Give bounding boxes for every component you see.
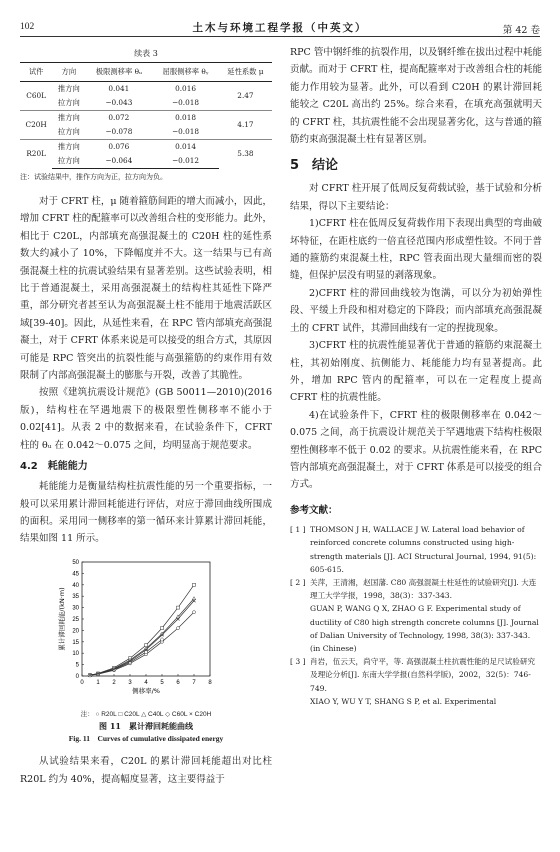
x-tick-label: 5 (160, 679, 164, 686)
right-column (290, 44, 542, 708)
legend-prefix: 注： (80, 711, 94, 719)
yield-drift-cell: 0.018 (152, 111, 219, 126)
data-point (193, 583, 196, 586)
yield-drift-cell: −0.018 (172, 98, 200, 107)
y-tick-label: 25 (72, 616, 79, 623)
data-point (193, 610, 196, 613)
table-row (20, 140, 272, 155)
y-tick-label: 40 (72, 582, 79, 589)
reference-number: [ 1 ] (290, 525, 306, 535)
y-tick-label: 20 (72, 628, 79, 635)
y-tick-label: 50 (72, 559, 79, 566)
x-tick-label: 2 (112, 679, 116, 686)
table-caption: 续表 3 (134, 49, 158, 58)
section-heading: 4.2 耗能能力 (20, 461, 88, 473)
ultimate-drift-cell: −0.043 (105, 98, 133, 107)
specimen-cell: C60L (26, 91, 46, 100)
table-header: 方向 (52, 63, 85, 82)
specimen-cell: R20L (20, 140, 52, 169)
page-number: 102 (20, 22, 35, 32)
figure-caption: 图 11 累计滞回耗能曲线 (99, 721, 193, 732)
figure-caption-en: Fig. 11 Curves of cumulative dissipated energy (68, 734, 224, 744)
y-axis-label: 累计滞回耗能/(kN·m) (58, 587, 66, 651)
x-tick-label: 4 (144, 679, 148, 686)
table-header: 试件 (20, 63, 52, 82)
body-paragraph: 从试验结果来看，C20L 的累计滞回耗能超出对比柱 R20L 约为 40%，提高幅度显著，这主要得益于 (20, 756, 272, 785)
ductility-cell: 5.38 (219, 140, 272, 169)
conclusion-item: 2)CFRT 柱的滞回曲线较为饱满，可以分为初始弹性段、平缓上升段和相对稳定的下降段；而内部填充高强混凝土的 CFRT 试件，其滞回曲线有一定的捏拢现象。 (290, 287, 542, 334)
reference-text: 肖岩，伍云天，尚守平，等. 高强混凝土柱抗震性能的足尺试验研究及理论分析[J]. 东南大学学报(自然科学版)，2002，32(5)：746-749. (310, 657, 536, 693)
direction-cell: 拉方向 (57, 98, 80, 107)
data-point (161, 626, 164, 629)
section-heading: 5 结论 (290, 158, 339, 174)
x-tick-label: 3 (128, 679, 132, 686)
reference-item (290, 655, 542, 695)
yield-drift-cell: −0.018 (172, 127, 200, 136)
series-line-c20h (90, 600, 194, 674)
reference-text-en: XIAO Y, WU Y T, SHANG S P, et al. Experimental (310, 696, 497, 706)
ductility-cell: 2.47 (237, 91, 254, 100)
chart-legend (20, 710, 272, 720)
table-header: 屈服侧移率 θᵧ (152, 63, 219, 82)
y-tick-label: 5 (75, 662, 79, 669)
reference-number: [ 3 ] (290, 657, 306, 667)
legend-entry: ○ R20L (93, 711, 119, 719)
body-paragraph: 耗能能力是衡量结构柱抗震性能的另一个重要指标，一般可以采用累计滞回耗能进行评估，对应于滞回曲线所围成的面积。采用同一侧移率的第一循环来计算累计滞回耗能，结果如图 11 所示。 (20, 481, 272, 545)
ultimate-drift-cell: 0.076 (85, 140, 152, 155)
energy-chart (20, 554, 272, 704)
series-line-c20l (90, 585, 194, 675)
legend-entry: ◇ C60L (165, 711, 190, 719)
table-header: 极限测移率 θᵤ (85, 63, 152, 82)
y-tick-label: 0 (75, 673, 79, 680)
yield-drift-cell: −0.012 (152, 154, 219, 169)
yield-drift-cell: 0.016 (175, 84, 196, 93)
figure-11 (20, 554, 272, 745)
series-line-c40l (90, 598, 194, 675)
y-tick-label: 30 (72, 605, 79, 612)
table-header: 延性系数 μ (219, 63, 272, 82)
table-row (20, 111, 272, 126)
data-point (177, 626, 180, 629)
direction-cell: 拉方向 (52, 154, 85, 169)
legend-entry: □ C20L (118, 711, 142, 719)
ultimate-drift-cell: 0.072 (85, 111, 152, 126)
references-heading: 参考文献： (290, 504, 338, 516)
x-tick-label: 1 (96, 679, 100, 686)
ultimate-drift-cell: −0.078 (105, 127, 133, 136)
x-axis-label: 侧移率/% (132, 686, 160, 695)
table-row (20, 82, 272, 97)
y-tick-label: 45 (72, 571, 79, 578)
conclusion-item: 4)在试验条件下，CFRT 柱的极限侧移率在 0.042～0.075 之间，高于抗震设计规范关于罕遇地震下结构柱极限塑性侧移率不低于 0.02 的要求。从抗震性能来看，在 RPC 管内部填充高强混凝土，对于 CFRT 体系是可以接受的组合方式。 (290, 409, 542, 491)
volume-label: 第 42 卷 (502, 25, 540, 36)
data-point (177, 606, 180, 609)
reference-text-en: GUAN P, WANG Q X, ZHAO G F. Experimental study of ductility of C80 high strength concrete columns [J]. Journal of Dalian University of Technology, 1998, 38(3): 337-343. (in Chinese) (310, 604, 539, 653)
reference-number: [ 2 ] (290, 577, 306, 587)
reference-item (290, 576, 542, 602)
body-paragraph: 对 CFRT 柱开展了低周反复荷载试验，基于试验和分析结果，得以下主要结论： (290, 183, 542, 212)
conclusion-item: 1)CFRT 柱在低周反复荷载作用下表现出典型的弯曲破坏特征，在距柱底约一倍直径范围内形成塑性铰。不同于普通的箍筋约束混凝土柱，RPC 管表面出现大量细而密的裂缝，但保护层没有明显的剥落现象。 (290, 218, 542, 282)
reference-text: 关萍，王清湘，赵国藩. C80 高强混凝土柱延性的试验研究[J]. 大连理工大学学报，1998，38(3)：337-343. (310, 577, 537, 601)
reference-item (290, 523, 542, 576)
yield-drift-cell: 0.014 (152, 140, 219, 155)
y-tick-label: 35 (72, 593, 79, 600)
table-note: 注：试验结果中，推作方向为正，拉方向为负。 (20, 173, 167, 181)
results-table (20, 62, 272, 169)
direction-cell: 拉方向 (57, 127, 80, 136)
journal-title: 土木与环境工程学报（中英文） (192, 22, 368, 34)
plot-frame (82, 562, 210, 676)
ultimate-drift-cell: −0.064 (85, 154, 152, 169)
ultimate-drift-cell: 0.041 (108, 84, 130, 93)
direction-cell: 推方向 (57, 84, 80, 93)
x-tick-label: 7 (192, 679, 196, 686)
body-paragraph: RPC 管中钢纤维的抗裂作用，以及钢纤维在拔出过程中耗能贡献。而对于 CFRT 柱，提高配箍率对于改善组合柱的耗能能力作用较为显著。此外，可以看到 C20H 的累计滞回耗能较之 C20L 高出约 25%。综合来看，在填充高强就明天的 CFRT 柱，其抗震性能不会出现显著劣化，这与普通的箍筋约束高强混凝土柱有显著区别。 (290, 47, 542, 146)
x-tick-label: 0 (80, 679, 84, 686)
series-line-r20l (90, 612, 194, 675)
body-paragraph: 按照《建筑抗震设计规范》(GB 50011—2010)(2016 版)，结构柱在罕遇地震下的极限塑性侧移率不能小于 0.02[41]。从表 2 中的数据来看，在试验条件下，CFRT 柱的 θᵤ 在 0.042～0.075 之间，均明显高于规范要求。 (20, 387, 272, 451)
legend-entry: △ C40L (141, 711, 166, 719)
direction-cell: 推方向 (52, 111, 85, 126)
conclusion-item: 3)CFRT 柱的抗震性能显著优于普通的箍筋约束混凝土柱，其初始刚度、抗侧能力、耗能能力均有显著提高。此外，增加 RPC 管内的配箍率，可以在一定程度上提高 CFRT 柱的抗震性能。 (290, 340, 542, 404)
body-paragraph: 对于 CFRT 柱，μ 随着箍筋间距的增大而减小，因此，增加 CFRT 柱的配箍率可以改善组合柱的变形能力。此外，相比于 C20L，内部填充高强混凝土的 C20H 柱的延性系数大约减小了 10%，下降幅度并不大。这一结果与已有高强混凝土柱的抗震试验结果有显著差别。这些试验表明，相比于普通混凝土，采用高强混凝土的结构柱其延性下降严重，部分研究者甚至认为高强混凝土柱不能用于地震活跃区域[39-40]。因此，从延性来看，在 RPC 管内部填充高强混凝土，对于 CFRT 体系来说是可以接受的组合方式，其原因可能是 RPC 管突出的抗裂性能与高强箍筋的约束作用有效限制了内部高强混凝土的膨胀与开裂，改善了其脆性。 (20, 196, 272, 382)
y-tick-label: 15 (72, 639, 79, 646)
ductility-cell: 4.17 (219, 111, 272, 140)
legend-entry: × C20H (189, 711, 212, 719)
left-column (20, 44, 272, 788)
direction-cell: 推方向 (52, 140, 85, 155)
x-tick-label: 6 (176, 679, 180, 686)
x-tick-label: 8 (208, 679, 212, 686)
specimen-cell: C20H (20, 111, 52, 140)
data-point (145, 643, 148, 646)
y-tick-label: 10 (72, 650, 79, 657)
reference-text: THOMSON J H, WALLACE J W. Lateral load behavior of reinforced concrete columns constructed using high-strength materials [J]. ACI Structural Journal, 1994, 91(5): 605-615. (310, 525, 537, 574)
running-header (20, 16, 540, 37)
